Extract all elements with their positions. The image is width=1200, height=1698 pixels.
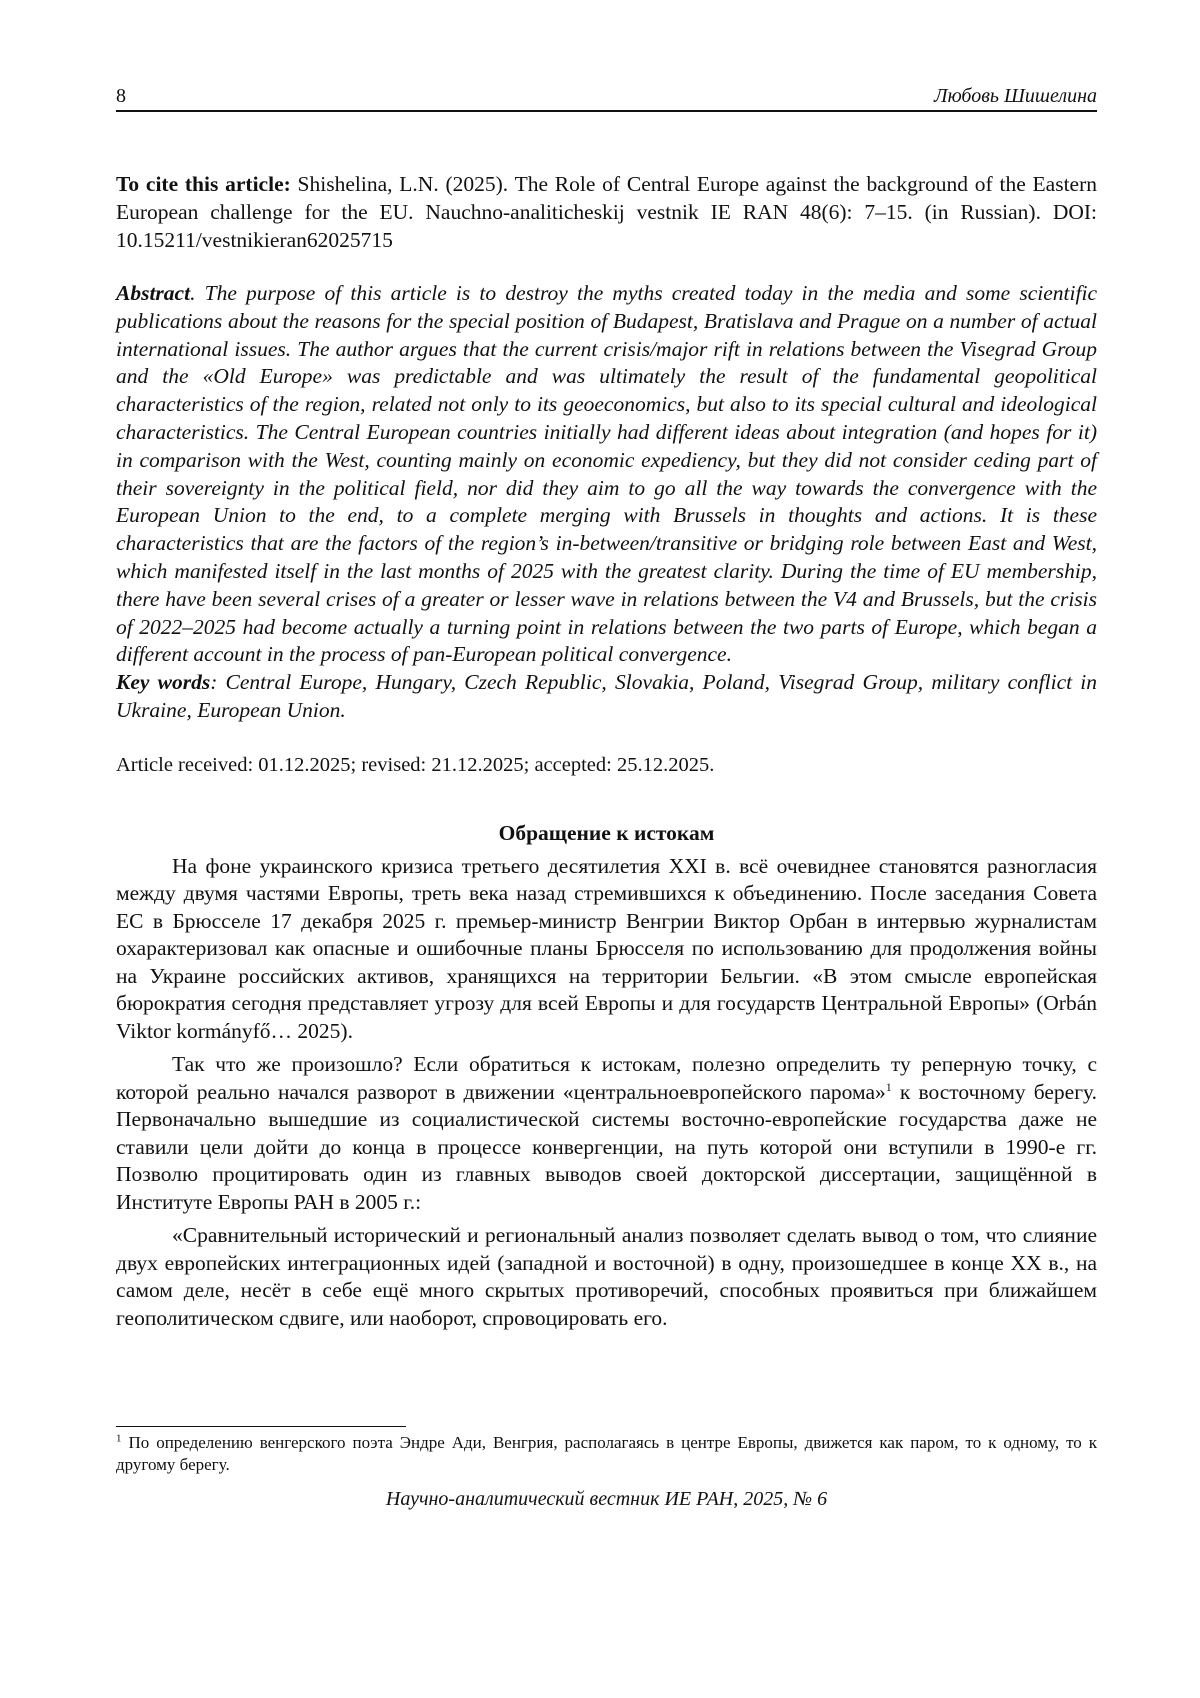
abstract — [116, 280, 1097, 669]
body-paragraph-2-end: к восточному берегу. Первоначально вышедшие из социалистической системы восточно-европейские государства даже не ставили цели дойти до конца в процессе конвергенции, на путь которой они вступили в 1990-е гг. Позволю процитировать один из главных выводов своей докторской диссертации, защищённой в Институте Европы РАН в 2005 г.: — [116, 1079, 1097, 1214]
body-paragraph-2 — [116, 1051, 1097, 1216]
abstract-label: Abstract — [116, 281, 191, 305]
citation-text: Shishelina, L.N. (2025). The Role of Central Europe against the background of the Eastern European challenge for the EU. Nauchno-analiticheskij vestnik IE RAN 48(6): 7–15. (in Russian). DOI: 10.15211/vestnikieran62025715 — [116, 172, 1097, 252]
footnote-ref[interactable]: 1 — [885, 1079, 892, 1094]
footnote — [116, 1432, 1097, 1476]
page-number: 8 — [116, 85, 126, 107]
keywords — [116, 669, 1097, 725]
running-author: Любовь Шишелина — [934, 85, 1097, 107]
footnote-marker: 1 — [116, 1432, 122, 1445]
citation-label: To cite this article: — [116, 172, 291, 196]
section-title: Обращение к истокам — [498, 820, 715, 845]
article-dates: Article received: 01.12.2025; revised: 21.12.2025; accepted: 25.12.2025. — [116, 753, 715, 776]
article-front-matter — [116, 170, 1097, 1332]
journal-footer: Научно-аналитический вестник ИЕ РАН, 2025, № 6 — [385, 1488, 828, 1510]
footnote-text: По определению венгерского поэта Эндре Ади, Венгрия, располагаясь в центре Европы, движется как паром, то к одному, то к другому берегу. — [116, 1433, 1097, 1474]
body-paragraph-2-start: Так что же произошло? Если обратиться к истокам, полезно определить ту реперную точку, с которой реально начался разворот в движении «центральноевропейского парома» — [116, 1052, 1097, 1104]
keywords-text: : Central Europe, Hungary, Czech Republic, Slovakia, Poland, Visegrad Group, military conflict in Ukraine, European Union. — [116, 670, 1097, 722]
citation — [116, 170, 1097, 254]
page-header — [116, 82, 1097, 112]
body-paragraph-1: На фоне украинского кризиса третьего десятилетия XXI в. всё очевиднее становятся разногласия между двумя частями Европы, треть века назад стремившихся к объединению. После заседания Совета ЕС в Брюсселе 17 декабря 2025 г. премьер-министр Венгрии Виктор Орбан в интервью журналистам охарактеризовал как опасные и ошибочные планы Брюсселя по использованию для продолжения войны на Украине российских активов, хранящихся на территории Бельгии. «В этом смысле европейская бюрократия сегодня представляет угрозу для всей Европы и для государств Центральной Европы» (Orbán Viktor kormányfő… 2025). — [116, 853, 1097, 1043]
keywords-label: Key words — [116, 670, 211, 695]
footnote-divider — [116, 1426, 406, 1427]
body-paragraph-3: «Сравнительный исторический и региональный анализ позволяет сделать вывод о том, что слияние двух европейских интеграционных идей (западной и восточной) в одну, произошедшее в конце XX в., на самом деле, несёт в себе ещё много скрытых противоречий, способных проявиться при ближайшем геополитическом сдвиге, или наоборот, спровоцировать его. — [116, 1223, 1097, 1330]
abstract-text: . The purpose of this article is to destroy the myths created today in the media and some scientific publications about the reasons for the special position of Budapest, Bratislava and Prague on a number of actual international issues. The author argues that the current crisis/major rift in relations between the Visegrad Group and the «Old Europe» was predictable and was ultimately the result of the fundamental geopolitical characteristics of the region, related not only to its geoeconomics, but also to its special cultural and ideological characteristics. The Central European countries initially had different ideas about integration (and hopes for it) in comparison with the West, counting mainly on economic expediency, but they did not consider ceding part of their sovereignty in the political field, nor did they aim to go all the way towards the convergence with the European Union to the end, to a complete merging with Brussels in thoughts and actions. It is these characteristics that are the factors of the region’s in-between/transitive or bridging role between East and West, which manifested itself in the last months of 2025 with the greatest clarity. During the time of EU membership, there have been several crises of a greater or lesser wave in relations between the V4 and Brussels, but the crisis of 2022–2025 had become actually a turning point in relations between the two parts of Europe, which began a different account in the process of pan-European political convergence. — [116, 281, 1097, 667]
